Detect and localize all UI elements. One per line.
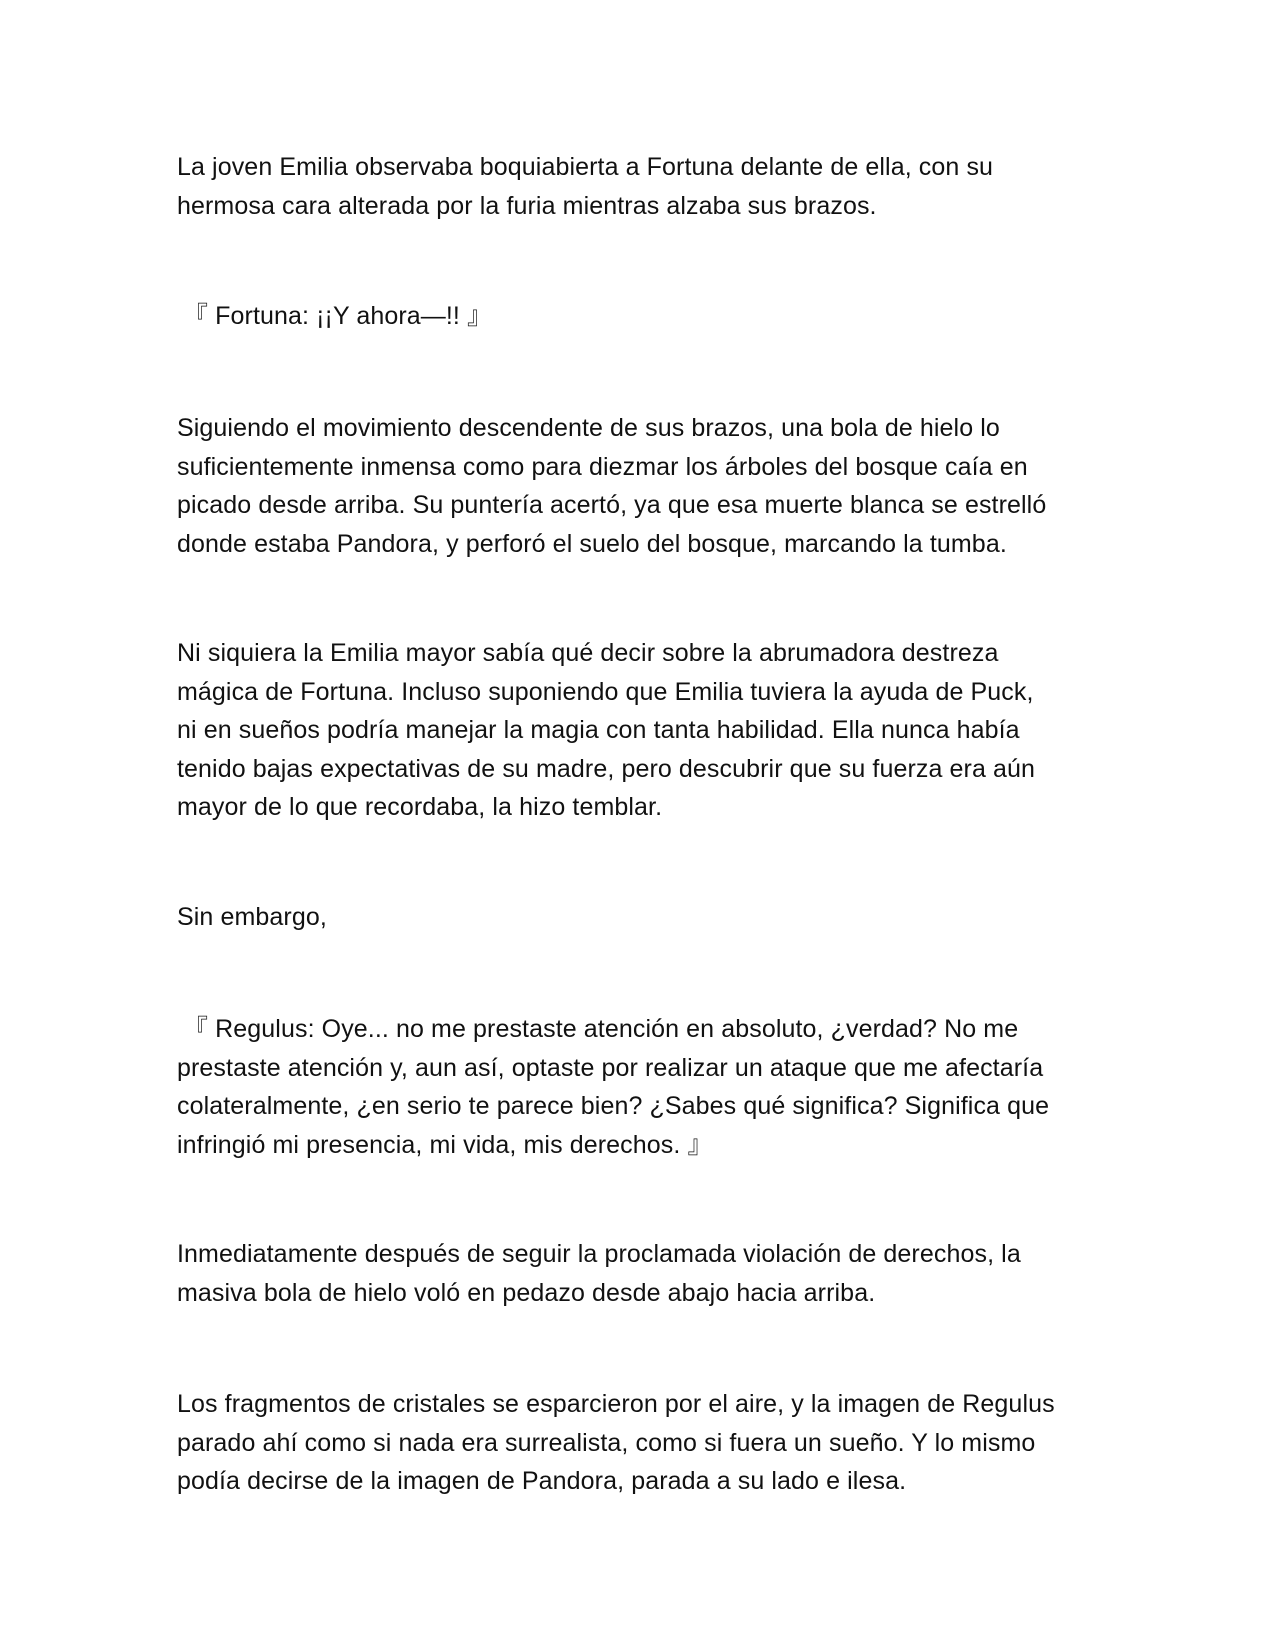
text-line: 『 Regulus: Oye... no me prestaste atención en absoluto, ¿verdad? No me xyxy=(183,1015,1019,1043)
text-line: suficientemente inmensa como para diezmar los árboles del bosque caía en xyxy=(177,452,1028,481)
paragraph-narration-1 xyxy=(177,148,1117,225)
text-line: ni en sueños podría manejar la magia con tanta habilidad. Ella nunca había xyxy=(177,716,1020,744)
paragraph-narration-2 xyxy=(177,409,1117,563)
paragraph-dialogue-fortuna xyxy=(177,297,1117,336)
text-line: Los fragmentos de cristales se esparcieron por el aire, y la imagen de Regulus xyxy=(177,1390,1055,1418)
paragraph-narration-4 xyxy=(177,898,1117,937)
text-line: La joven Emilia observaba boquiabierta a Fortuna delante de ella, con su xyxy=(177,153,994,181)
text-line: Siguiendo el movimiento descendente de sus brazos, una bola de hielo lo xyxy=(177,414,1000,442)
paragraph-narration-3 xyxy=(177,634,1117,827)
text-line: hermosa cara alterada por la furia mientras alzaba sus brazos. xyxy=(177,191,877,220)
text-line: donde estaba Pandora, y perforó el suelo del bosque, marcando la tumba. xyxy=(177,529,1007,558)
paragraph-narration-6 xyxy=(177,1385,1117,1501)
text-line: mayor de lo que recordaba, la hizo temblar. xyxy=(177,793,663,821)
text-line: picado desde arriba. Su puntería acertó, ya que esa muerte blanca se estrelló xyxy=(177,491,1047,519)
text-line: podía decirse de la imagen de Pandora, parada a su lado e ilesa. xyxy=(177,1467,907,1495)
paragraph-dialogue-regulus xyxy=(177,1010,1117,1164)
text-line: mágica de Fortuna. Incluso suponiendo que Emilia tuviera la ayuda de Puck, xyxy=(177,677,1034,706)
text-line: masiva bola de hielo voló en pedazo desde abajo hacia arriba. xyxy=(177,1278,876,1307)
text-line: tenido bajas expectativas de su madre, pero descubrir que su fuerza era aún xyxy=(177,754,1036,783)
text-line: Sin embargo, xyxy=(177,903,327,931)
text-line: infringió mi presencia, mi vida, mis derechos. 』 xyxy=(177,1130,713,1159)
text-line: 『 Fortuna: ¡¡Y ahora—!! 』 xyxy=(183,302,493,330)
text-line: prestaste atención y, aun así, optaste por realizar un ataque que me afectaría xyxy=(177,1053,1044,1082)
text-line: Inmediatamente después de seguir la proclamada violación de derechos, la xyxy=(177,1240,1021,1268)
text-line: parado ahí como si nada era surrealista, como si fuera un sueño. Y lo mismo xyxy=(177,1428,1036,1457)
text-line: Ni siquiera la Emilia mayor sabía qué decir sobre la abrumadora destreza xyxy=(177,639,999,667)
paragraph-narration-5 xyxy=(177,1235,1117,1312)
text-line: colateralmente, ¿en serio te parece bien? ¿Sabes qué significa? Significa que xyxy=(177,1092,1050,1120)
